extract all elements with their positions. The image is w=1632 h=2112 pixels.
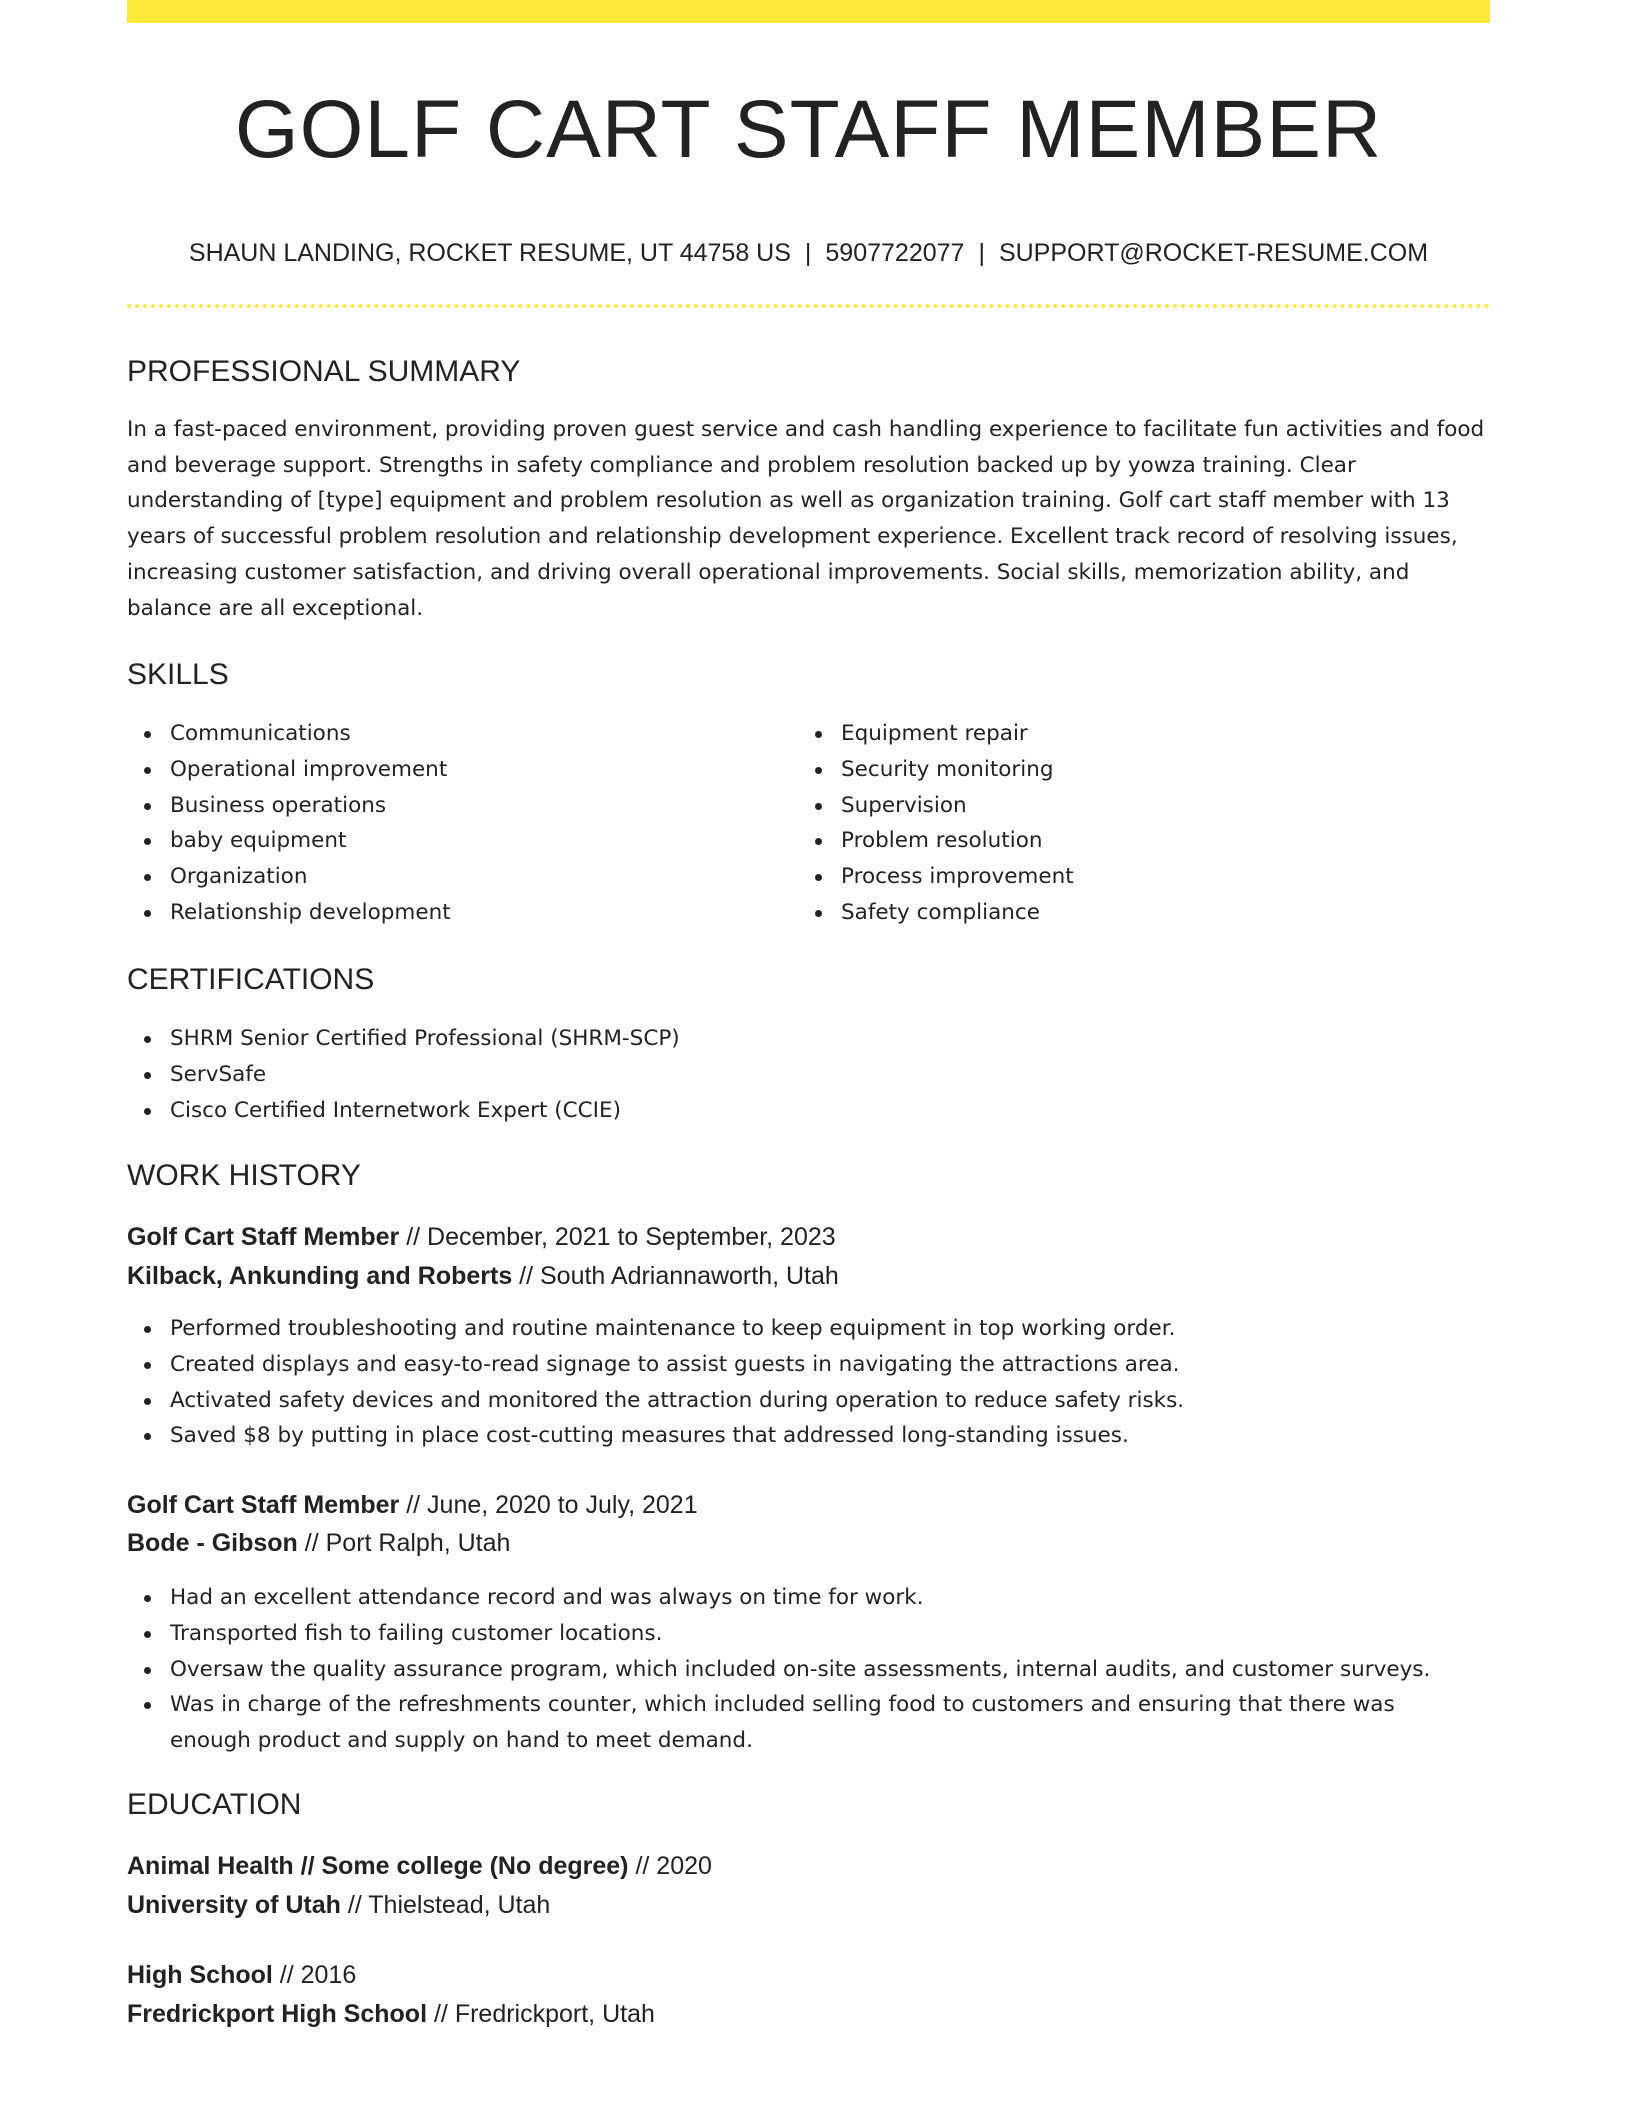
summary-text [127,412,1490,626]
work-history-heading: WORK HISTORY [127,1159,361,1192]
education-school: University of Utah [127,1891,341,1919]
job-dates: // June, 2020 to July, 2021 [399,1491,698,1519]
job-bullets [127,1580,1533,1759]
skill-item: Equipment repair [841,716,1461,752]
job-company-line [127,1526,510,1560]
job-company: Kilback, Ankunding and Roberts [127,1262,513,1290]
education-location: // Fredrickport, Utah [427,2000,655,2028]
skill-item: Safety compliance [841,895,1461,931]
education-school: Fredrickport High School [127,2000,428,2028]
summary-line: years of successful problem resolution and relationship development experience. Excellent track record of resolving issues, [127,524,1458,550]
job-location: // Port Ralph, Utah [297,1529,511,1557]
summary-line: In a fast-paced environment, providing proven guest service and cash handling experience to facilitate fun activities and food [127,417,1485,442]
job-bullet [170,1687,1533,1759]
job-role: Golf Cart Staff Member [127,1223,400,1251]
skill-item: Relationship development [170,895,790,931]
certification-item: Cisco Certified Internetwork Expert (CCIE) [170,1093,1470,1129]
education-degree-line [127,1958,356,1992]
education-school-line [127,1888,550,1922]
summary-line: and beverage support. Strengths in safety compliance and problem resolution backed up by yowza training. Clear [127,452,1356,478]
skills-heading: SKILLS [127,658,229,691]
accent-bar [127,0,1490,23]
skill-item: Problem resolution [841,823,1461,859]
job-bullet: Transported fish to failing customer locations. [170,1616,1533,1652]
education-location: // Thielstead, Utah [340,1891,551,1919]
job-location: // South Adriannaworth, Utah [512,1262,839,1290]
job-bullet: Oversaw the quality assurance program, which included on-site assessments, internal audits, and customer surveys. [170,1652,1533,1688]
education-heading: EDUCATION [127,1788,302,1821]
education-year: // 2020 [628,1852,712,1880]
job-company-line [127,1259,839,1293]
skill-item: Organization [170,859,790,895]
education-degree: High School [127,1961,273,1989]
job-bullet: Had an excellent attendance record and was always on time for work. [170,1580,1533,1616]
education-year: // 2016 [272,1961,357,1989]
education-school-line [127,1997,655,2031]
job-bullet-line: enough product and supply on hand to meet demand. [170,1728,753,1754]
job-bullet: Created displays and easy-to-read signage to assist guests in navigating the attractions area. [170,1347,1510,1383]
contact-separator: | [804,239,812,267]
summary-line: understanding of [type] equipment and problem resolution as well as organization training. Golf cart staff member with 13 [127,488,1450,514]
contact-phone[interactable]: 5907722077 [825,239,965,267]
skill-item: Security monitoring [841,752,1461,788]
certification-item: SHRM Senior Certified Professional (SHRM-SCP) [170,1021,1470,1057]
job-bullets [127,1311,1510,1454]
contact-line [127,236,1490,270]
skill-item: baby equipment [170,823,790,859]
summary-heading: PROFESSIONAL SUMMARY [127,355,521,388]
skill-item: Supervision [841,788,1461,824]
skills-list-left [127,716,790,931]
certifications-heading: CERTIFICATIONS [127,963,375,996]
job-bullet: Activated safety devices and monitored the attraction during operation to reduce safety risks. [170,1383,1510,1419]
skill-item: Operational improvement [170,752,790,788]
job-role: Golf Cart Staff Member [127,1491,400,1519]
dotted-divider [127,304,1490,308]
skill-item: Process improvement [841,859,1461,895]
skills-list-right [798,716,1461,931]
certifications-list [127,1021,1470,1128]
education-degree-line [127,1849,712,1883]
contact-email[interactable]: SUPPORT@ROCKET-RESUME.COM [998,239,1429,267]
contact-address: SHAUN LANDING, ROCKET RESUME, UT 44758 US [188,239,791,267]
summary-line: increasing customer satisfaction, and driving overall operational improvements. Social skills, memorization ability, and [127,559,1410,585]
job-company: Bode - Gibson [127,1529,298,1557]
contact-separator: | [978,239,985,267]
skill-item: Communications [170,716,790,752]
skill-item: Business operations [170,788,790,824]
certification-item: ServSafe [170,1057,1470,1093]
job-bullet: Performed troubleshooting and routine maintenance to keep equipment in top working order. [170,1311,1510,1347]
job-title-line [127,1488,698,1522]
job-dates: // December, 2021 to September, 2023 [399,1223,836,1251]
job-title-line [127,1220,836,1254]
job-bullet-line: Was in charge of the refreshments counter, which included selling food to customers and ensuring that there was [170,1692,1395,1718]
summary-line: balance are all exceptional. [127,595,424,621]
candidate-title: GOLF CART STAFF MEMBER [234,84,1383,175]
education-degree: Animal Health // Some college (No degree) [127,1852,629,1880]
job-bullet: Saved $8 by putting in place cost-cutting measures that addressed long-standing issues. [170,1418,1510,1454]
